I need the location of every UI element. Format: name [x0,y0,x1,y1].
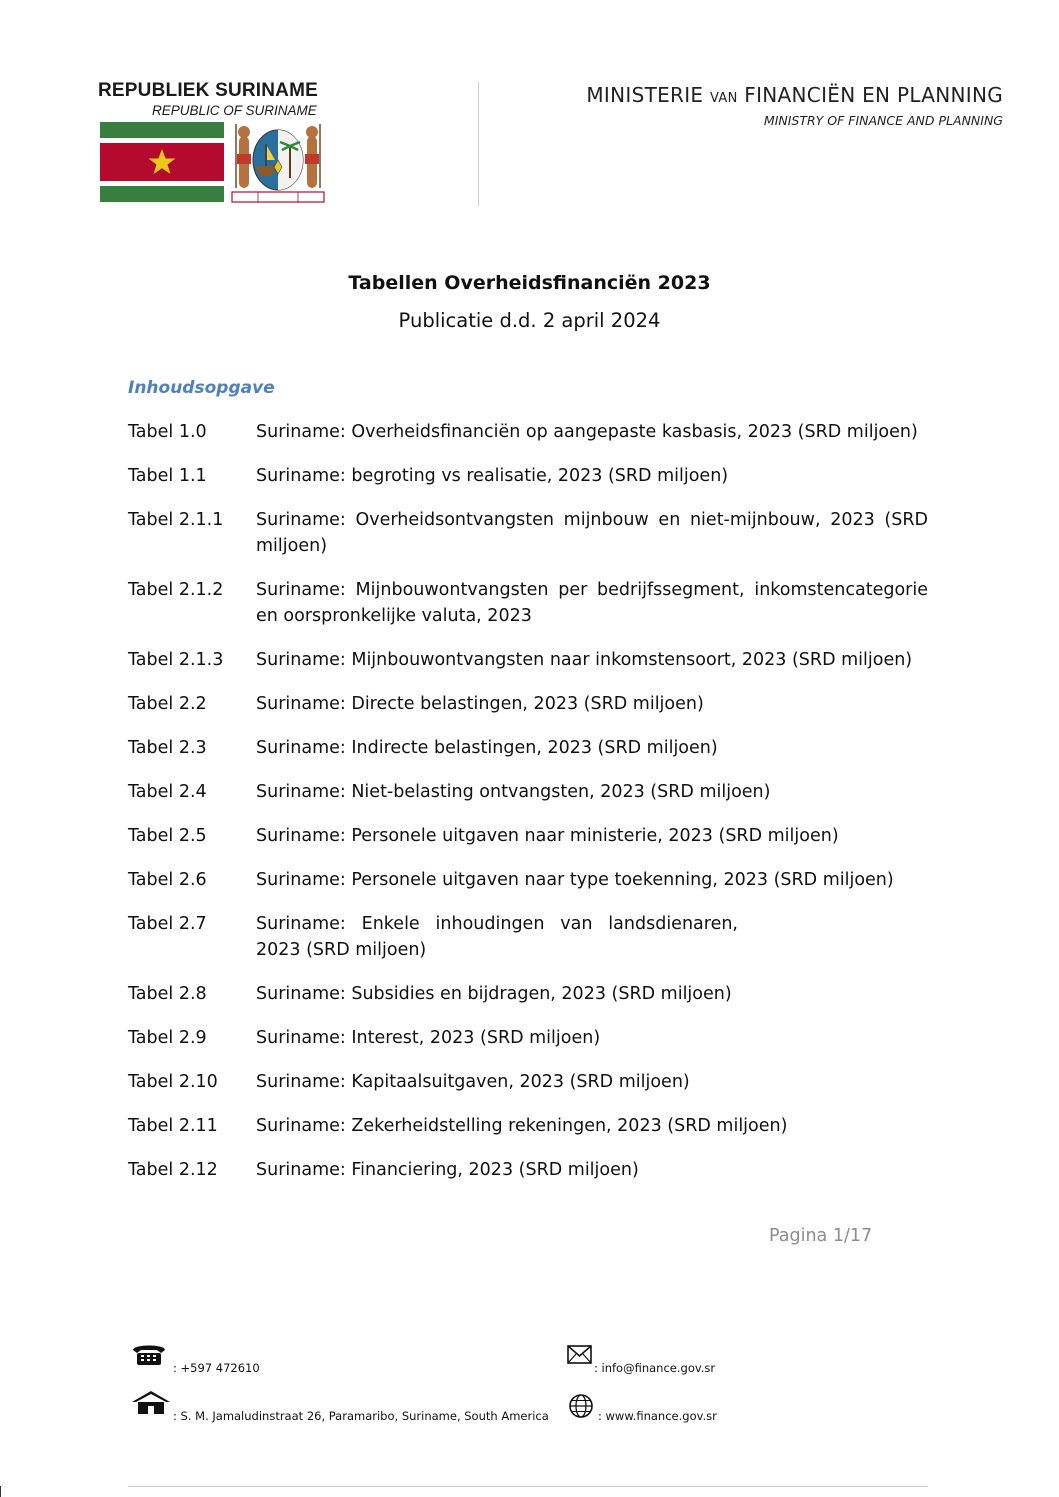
toc-item-number: Tabel 2.9 [128,1028,207,1048]
republic-name-en: REPUBLIC OF SURINAME [152,103,317,118]
footer-address: : S. M. Jamaludinstraat 26, Paramaribo, Suriname, South America [173,1409,549,1423]
toc-item-number: Tabel 1.1 [128,466,207,486]
toc-item-title: Suriname: Mijnbouwontvangsten naar inkomstensoort, 2023 (SRD miljoen) [256,650,913,670]
toc-item[interactable] [128,463,928,489]
header-divider [478,82,479,206]
toc-item-title: Suriname: Interest, 2023 (SRD miljoen) [256,1028,601,1048]
footer-phone: : +597 472610 [173,1361,260,1375]
toc-item-title: Suriname: begroting vs realisatie, 2023 (SRD miljoen) [256,466,729,486]
toc-item-number: Tabel 2.10 [128,1072,218,1092]
toc-item-title: Suriname: Zekerheidstelling rekeningen, 2023 (SRD miljoen) [256,1116,788,1136]
toc-item-title: Suriname: Overheidsfinanciën op aangepaste kasbasis, 2023 (SRD miljoen) [256,422,918,442]
toc-item-number: Tabel 2.1.1 [128,510,224,530]
ministry-name-part1: MINISTERIE [586,83,704,107]
suriname-flag-icon [100,122,224,202]
phone-icon [131,1342,167,1366]
toc-item-number: Tabel 2.4 [128,782,207,802]
page-number: Pagina 1/17 [769,1226,873,1246]
toc-item-title: Suriname: Enkele inhoudingen van landsdienaren, 2023 (SRD miljoen) [256,914,738,960]
toc-item-number: Tabel 2.12 [128,1160,218,1180]
page-edge-mark [0,1486,1,1497]
document-title: Tabellen Overheidsfinanciën 2023 [348,272,711,294]
toc-item-number: Tabel 2.5 [128,826,207,846]
toc-item-number: Tabel 1.0 [128,422,207,442]
toc-item-number: Tabel 2.1.3 [128,650,224,670]
toc-item[interactable] [128,1157,928,1183]
toc-item[interactable] [128,1025,928,1051]
toc-item[interactable] [128,577,928,629]
toc-item[interactable] [128,981,928,1007]
toc-item[interactable] [128,867,928,893]
toc-item-title: Suriname: Niet-belasting ontvangsten, 2023 (SRD miljoen) [256,782,771,802]
toc-item[interactable] [128,735,928,761]
toc-item-number: Tabel 2.2 [128,694,207,714]
document-subtitle: Publicatie d.d. 2 april 2024 [398,309,661,332]
toc-item-title: Suriname: Financiering, 2023 (SRD miljoen) [256,1160,639,1180]
toc-item-title: Suriname: Directe belastingen, 2023 (SRD miljoen) [256,694,704,714]
toc-item-number: Tabel 2.8 [128,984,207,1004]
toc-item[interactable] [128,507,928,559]
toc-item-number: Tabel 2.6 [128,870,207,890]
toc-item-title: Suriname: Kapitaalsuitgaven, 2023 (SRD miljoen) [256,1072,690,1092]
toc-heading: Inhoudsopgave [128,378,275,398]
toc-item[interactable] [128,691,928,717]
footer-website[interactable]: : www.finance.gov.sr [598,1409,717,1423]
ministry-header [586,83,1003,128]
home-icon [131,1390,171,1415]
toc-item-number: Tabel 2.3 [128,738,207,758]
toc-item-title: Suriname: Indirecte belastingen, 2023 (SRD miljoen) [256,738,718,758]
footer-rule [128,1486,928,1487]
republic-name-nl: REPUBLIEK SURINAME [98,80,319,101]
toc-item[interactable] [128,779,928,805]
mail-icon [567,1345,592,1364]
toc-item[interactable] [128,1113,928,1139]
toc-item-number: Tabel 2.7 [128,914,207,934]
toc-item[interactable] [128,823,928,849]
toc-item-title: Suriname: Personele uitgaven naar ministerie, 2023 (SRD miljoen) [256,826,839,846]
ministry-name-en: MINISTRY OF FINANCE AND PLANNING [763,113,1003,128]
toc-item[interactable] [128,911,928,963]
toc-item-title: Suriname: Subsidies en bijdragen, 2023 (SRD miljoen) [256,984,732,1004]
footer-email[interactable]: : info@finance.gov.sr [594,1361,716,1375]
toc-item-title: Suriname: Personele uitgaven naar type toekenning, 2023 (SRD miljoen) [256,870,894,890]
toc-item[interactable] [128,419,928,445]
coat-of-arms-icon [232,124,324,202]
ministry-name-van: VAN [710,91,738,106]
toc-item-title: Suriname: Overheidsontvangsten mijnbouw en niet-mijnbouw, 2023 (SRD miljoen) [256,510,928,556]
national-emblems [98,120,338,208]
globe-icon [568,1393,594,1419]
toc-item-number: Tabel 2.1.2 [128,580,224,600]
toc-list [128,419,928,1201]
ministry-name-nl [586,83,1003,107]
ministry-name-part2: FINANCIËN EN PLANNING [744,83,1003,107]
toc-item[interactable] [128,647,928,673]
toc-item-number: Tabel 2.11 [128,1116,218,1136]
toc-item[interactable] [128,1069,928,1095]
toc-item-title: Suriname: Mijnbouwontvangsten per bedrijfssegment, inkomstencategorie en oorspronkelijke valuta, 2023 [256,580,928,626]
republic-header [98,80,338,118]
